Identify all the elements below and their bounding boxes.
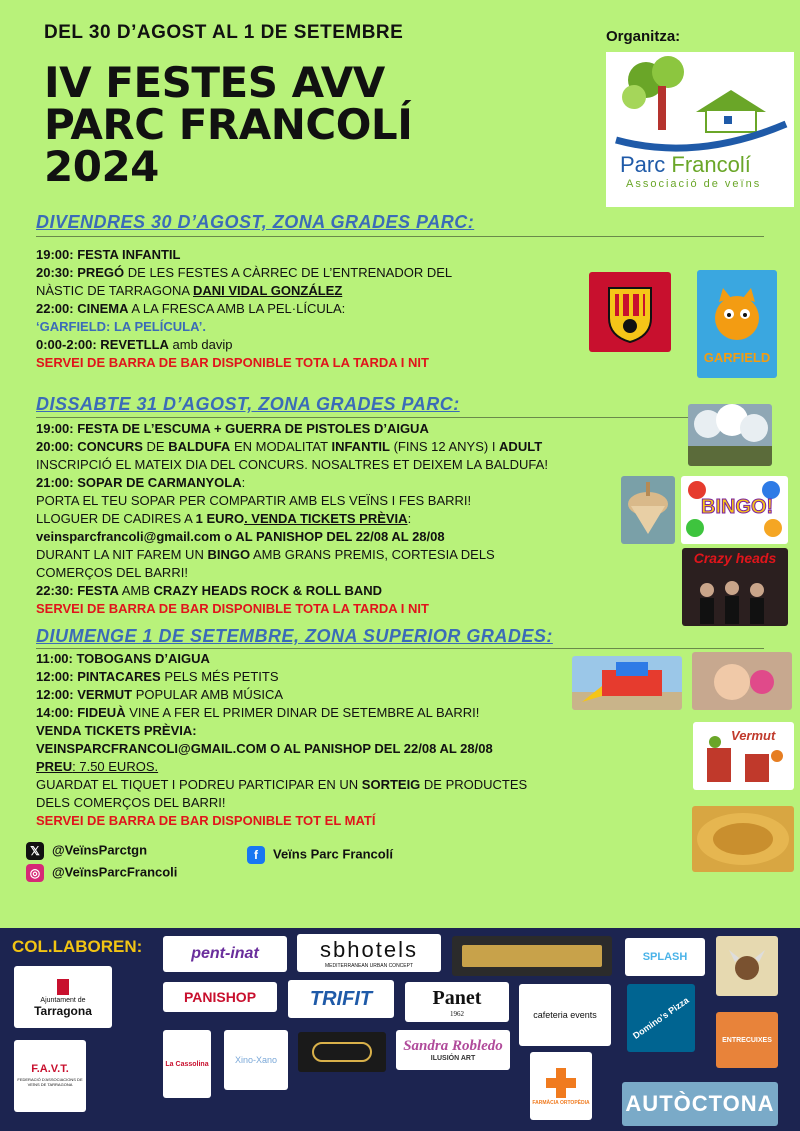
saturday-line-8: DURANT LA NIT FAREM UN BINGO AMB GRANS PREMIS, CORTESIA DELS	[36, 547, 495, 562]
sponsor-xino-xano: Xino-Xano	[224, 1030, 288, 1090]
sunday-line-8: GUARDAT EL TIQUET I PODREU PARTICIPAR EN UN SORTEIG DE PRODUCTES	[36, 777, 528, 792]
event-dates: DEL 30 D’AGOST AL 1 DE SETEMBRE	[44, 22, 404, 43]
saturday-line-6: LLOGUER DE CADIRES A 1 EURO. VENDA TICKETS PRÈVIA:	[36, 511, 412, 526]
fideua-dish-icon	[692, 806, 794, 872]
sunday-bar-service: SERVEI DE BARRA DE BAR DISPONIBLE TOT EL MATÍ	[36, 813, 376, 828]
organizer-logo	[606, 52, 794, 207]
band-name: Crazy heads	[693, 550, 777, 566]
sponsor-sbhotels: sbhotels MEDITERRANEAN URBAN CONCEPT	[297, 934, 441, 972]
friday-heading: DIVENDRES 30 D’AGOST, ZONA GRADES PARC:	[36, 212, 475, 232]
sponsor-viking	[716, 936, 778, 996]
social-facebook[interactable]: f Veïns Parc Francolí	[247, 846, 393, 864]
friday-line-1: 19:00: FESTA INFANTIL	[36, 247, 181, 262]
organizer-logo-name: Parc Francolí	[620, 152, 751, 177]
divider	[36, 417, 764, 418]
sponsor-tobacco	[298, 1032, 386, 1072]
saturday-contact: veinsparcfrancoli@gmail.com o AL PANISHOP DEL 22/08 AL 28/08	[36, 529, 445, 544]
spinning-top-icon	[621, 476, 675, 544]
saturday-bar-service: SERVEI DE BARRA DE BAR DISPONIBLE TOTA LA TARDA I NIT	[36, 601, 429, 616]
sponsor-splash: SPLASH	[625, 938, 705, 976]
saturday-line-5: PORTA EL TEU SOPAR PER COMPARTIR AMB ELS VEÏNS I FES BARRI!	[36, 493, 472, 508]
sunday-line-3: 12:00: VERMUT POPULAR AMB MÚSICA	[36, 687, 284, 702]
sunday-line-5: VENDA TICKETS PRÈVIA:	[36, 723, 197, 738]
face-painting-image	[692, 652, 792, 710]
sponsor-panet: Panet 1962	[405, 982, 509, 1022]
divider	[36, 648, 764, 649]
sponsor-dominos: Domino's Pizza	[627, 984, 695, 1052]
friday-line-3: NÀSTIC DE TARRAGONA DANI VIDAL GONZÁLEZ	[36, 283, 343, 298]
pharmacy-cross-icon	[544, 1066, 578, 1100]
sponsor-favt: F.A.V.T. FEDERACIÓ D'ASSOCIACIONS DE VEÏNS DE TARRAGONA	[14, 1040, 86, 1112]
sunday-line-9: DELS COMERÇOS DEL BARRI!	[36, 795, 226, 810]
sponsor-trifit: TRIFIT	[288, 980, 394, 1018]
sunday-price: PREU: 7.50 EUROS.	[36, 759, 159, 774]
tarragona-crest-icon	[53, 977, 73, 997]
friday-line-6: 0:00-2:00: REVETLLA amb davip	[36, 337, 233, 352]
friday-bar-service: SERVEI DE BARRA DE BAR DISPONIBLE TOTA LA TARDA I NIT	[36, 355, 429, 370]
garfield-poster-title: GARFIELD	[703, 350, 771, 365]
sponsor-cafeteria: cafeteria events	[519, 984, 611, 1046]
organizer-logo-subtitle: Associació de veïns	[626, 178, 762, 190]
saturday-line-4: 21:00: SOPAR DE CARMANYOLA:	[36, 475, 246, 490]
garfield-poster-image	[697, 270, 777, 378]
child-face-icon	[692, 652, 792, 710]
social-instagram[interactable]: ◎ @VeïnsParcFrancoli	[26, 864, 177, 882]
inflatable-slide-icon	[572, 656, 682, 710]
fideua-image	[692, 806, 794, 872]
crazy-heads-band-image	[682, 548, 788, 626]
sunday-contact: VEINSPARCFRANCOLI@GMAIL.COM O AL PANISHOP DEL 22/08 AL 28/08	[36, 741, 493, 756]
friday-line-5: ‘GARFIELD: LA PELÍCULA’.	[36, 319, 206, 334]
sponsor-entrecuixes: ENTRECUIXES	[716, 1012, 778, 1068]
saturday-line-2: 20:00: CONCURS DE BALDUFA EN MODALITAT INFANTIL (FINS 12 ANYS) I ADULT	[36, 439, 543, 454]
foam-party-image	[688, 404, 772, 466]
saturday-line-10: 22:30: FESTA AMB CRAZY HEADS ROCK & ROLL BAND	[36, 583, 383, 598]
sponsor-restaurant	[452, 936, 612, 976]
divider	[36, 236, 764, 237]
instagram-icon: ◎	[26, 864, 44, 882]
football-crest-icon	[589, 272, 671, 352]
sponsor-autoctona: AUTÒCTONA	[622, 1082, 778, 1126]
vermut-image	[693, 722, 794, 790]
social-x[interactable]: 𝕏 @VeïnsParctgn	[26, 842, 147, 860]
saturday-line-9: COMERÇOS DEL BARRI!	[36, 565, 188, 580]
tree-house-logo-icon	[606, 52, 794, 152]
sponsors-label: COL.LABOREN:	[12, 937, 143, 956]
sponsor-la-cassolina: La Cassolina	[163, 1030, 211, 1098]
water-slide-image	[572, 656, 682, 710]
friday-line-4: 22:00: CINEMA A LA FRESCA AMB LA PEL·LÍCULA:	[36, 301, 346, 316]
vermut-label: Vermut	[731, 728, 776, 743]
sunday-line-1: 11:00: TOBOGANS D’AIGUA	[36, 651, 210, 666]
saturday-heading: DISSABTE 31 D’AGOST, ZONA GRADES PARC:	[36, 394, 460, 414]
saturday-line-1: 19:00: FESTA DE L’ESCUMA + GUERRA DE PISTOLES D’AIGUA	[36, 421, 429, 436]
friday-line-2: 20:30: PREGÓ DE LES FESTES A CÀRREC DE L’ENTRENADOR DEL	[36, 265, 453, 280]
foam-icon	[688, 404, 772, 466]
sunday-heading: DIUMENGE 1 DE SETEMBRE, ZONA SUPERIOR GRADES:	[36, 626, 553, 646]
x-icon: 𝕏	[26, 842, 44, 860]
sunday-line-2: 12:00: PINTACARES PELS MÉS PETITS	[36, 669, 279, 684]
bingo-label: BINGO!	[701, 496, 774, 518]
bingo-image	[681, 476, 788, 544]
nastic-crest-image	[589, 272, 671, 352]
sponsor-panishop: PANISHOP	[163, 982, 277, 1012]
sponsor-ajuntament: Ajuntament de Tarragona	[14, 966, 112, 1028]
spinning-top-image	[621, 476, 675, 544]
organizer-label: Organitza:	[606, 28, 681, 45]
sunday-line-4: 14:00: FIDEUÀ VINE A FER EL PRIMER DINAR DE SETEMBRE AL BARRI!	[36, 705, 480, 720]
facebook-icon: f	[247, 846, 265, 864]
sponsor-farmacia: FARMÀCIA ORTOPÈDIA	[530, 1052, 592, 1120]
sponsor-sandra-robledo: Sandra Robledo ILUSIÓN ART	[396, 1030, 510, 1070]
viking-icon	[727, 946, 767, 986]
sponsor-pent-inat: pent-inat	[163, 936, 287, 972]
poster-title: IV FESTES AVV PARC FRANCOLÍ 2024	[44, 58, 413, 191]
saturday-line-3: INSCRIPCIÓ EL MATEIX DIA DEL CONCURS. NOSALTRES ET DEIXEM LA BALDUFA!	[36, 457, 548, 472]
